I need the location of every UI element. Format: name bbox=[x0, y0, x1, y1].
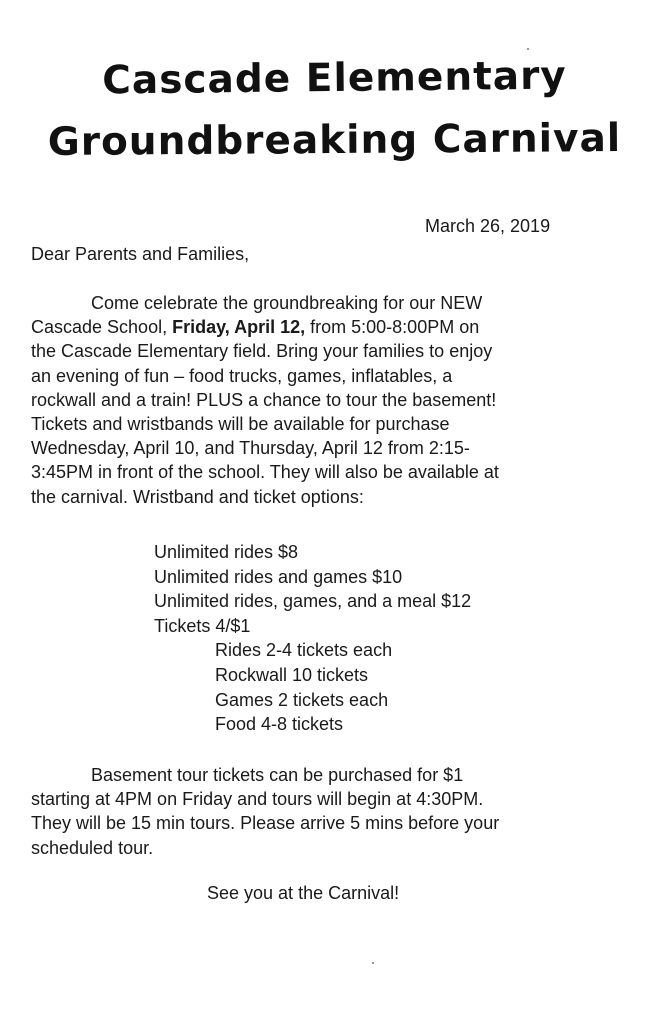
scan-speck bbox=[527, 48, 529, 50]
intro-line-9: the carnival. Wristband and ticket options: bbox=[31, 486, 364, 507]
intro-line-3: the Cascade Elementary field. Bring your families to enjoy bbox=[31, 341, 493, 362]
event-date-bold: Friday, April 12, bbox=[172, 317, 306, 338]
basement-line-4: scheduled tour. bbox=[31, 837, 154, 858]
intro-line-4: an evening of fun – food trucks, games, inflatables, a bbox=[31, 365, 453, 386]
ticket-options-list bbox=[154, 540, 471, 737]
intro-paragraph bbox=[31, 291, 631, 509]
scan-speck bbox=[372, 962, 374, 964]
option-item: Unlimited rides and games $10 bbox=[154, 566, 403, 587]
ticket-cost-item: Rockwall 10 tickets bbox=[215, 664, 369, 685]
ticket-cost-item: Rides 2-4 tickets each bbox=[215, 640, 393, 661]
intro-line-2-text-b: from 5:00-8:00PM on bbox=[305, 317, 480, 338]
intro-line-7: Wednesday, April 10, and Thursday, April 12 from 2:15- bbox=[31, 438, 470, 459]
option-item: Unlimited rides $8 bbox=[154, 542, 299, 562]
letter-date: March 26, 2019 bbox=[425, 216, 551, 236]
title-line-1: Cascade Elementary bbox=[102, 53, 567, 104]
basement-paragraph bbox=[31, 763, 631, 860]
intro-line-2 bbox=[31, 315, 631, 339]
ticket-cost-item: Games 2 tickets each bbox=[215, 689, 389, 710]
option-item: Tickets 4/$1 bbox=[154, 615, 251, 636]
intro-line-5: rockwall and a train! PLUS a chance to tour the basement! bbox=[31, 389, 497, 410]
basement-line-3: They will be 15 min tours. Please arrive 5 mins before your bbox=[31, 813, 500, 834]
salutation: Dear Parents and Families, bbox=[31, 244, 250, 264]
basement-line-1 bbox=[31, 763, 631, 787]
intro-line-2-text-a: Cascade School, bbox=[31, 317, 173, 338]
option-item: Unlimited rides, games, and a meal $12 bbox=[154, 591, 472, 612]
signoff: See you at the Carnival! bbox=[207, 883, 400, 903]
intro-line-1 bbox=[31, 291, 631, 315]
title-line-2: Groundbreaking Carnival bbox=[47, 115, 622, 166]
intro-line-8: 3:45PM in front of the school. They will also be available at bbox=[31, 462, 499, 483]
basement-line-1-text: Basement tour tickets can be purchased for $1 bbox=[91, 765, 464, 785]
ticket-costs-list bbox=[154, 638, 471, 736]
intro-line-6: Tickets and wristbands will be available for purchase bbox=[31, 414, 450, 435]
ticket-cost-item: Food 4-8 tickets bbox=[215, 714, 344, 735]
intro-line-1-text: Come celebrate the groundbreaking for our NEW bbox=[91, 293, 483, 313]
basement-line-2: starting at 4PM on Friday and tours will begin at 4:30PM. bbox=[31, 789, 484, 810]
